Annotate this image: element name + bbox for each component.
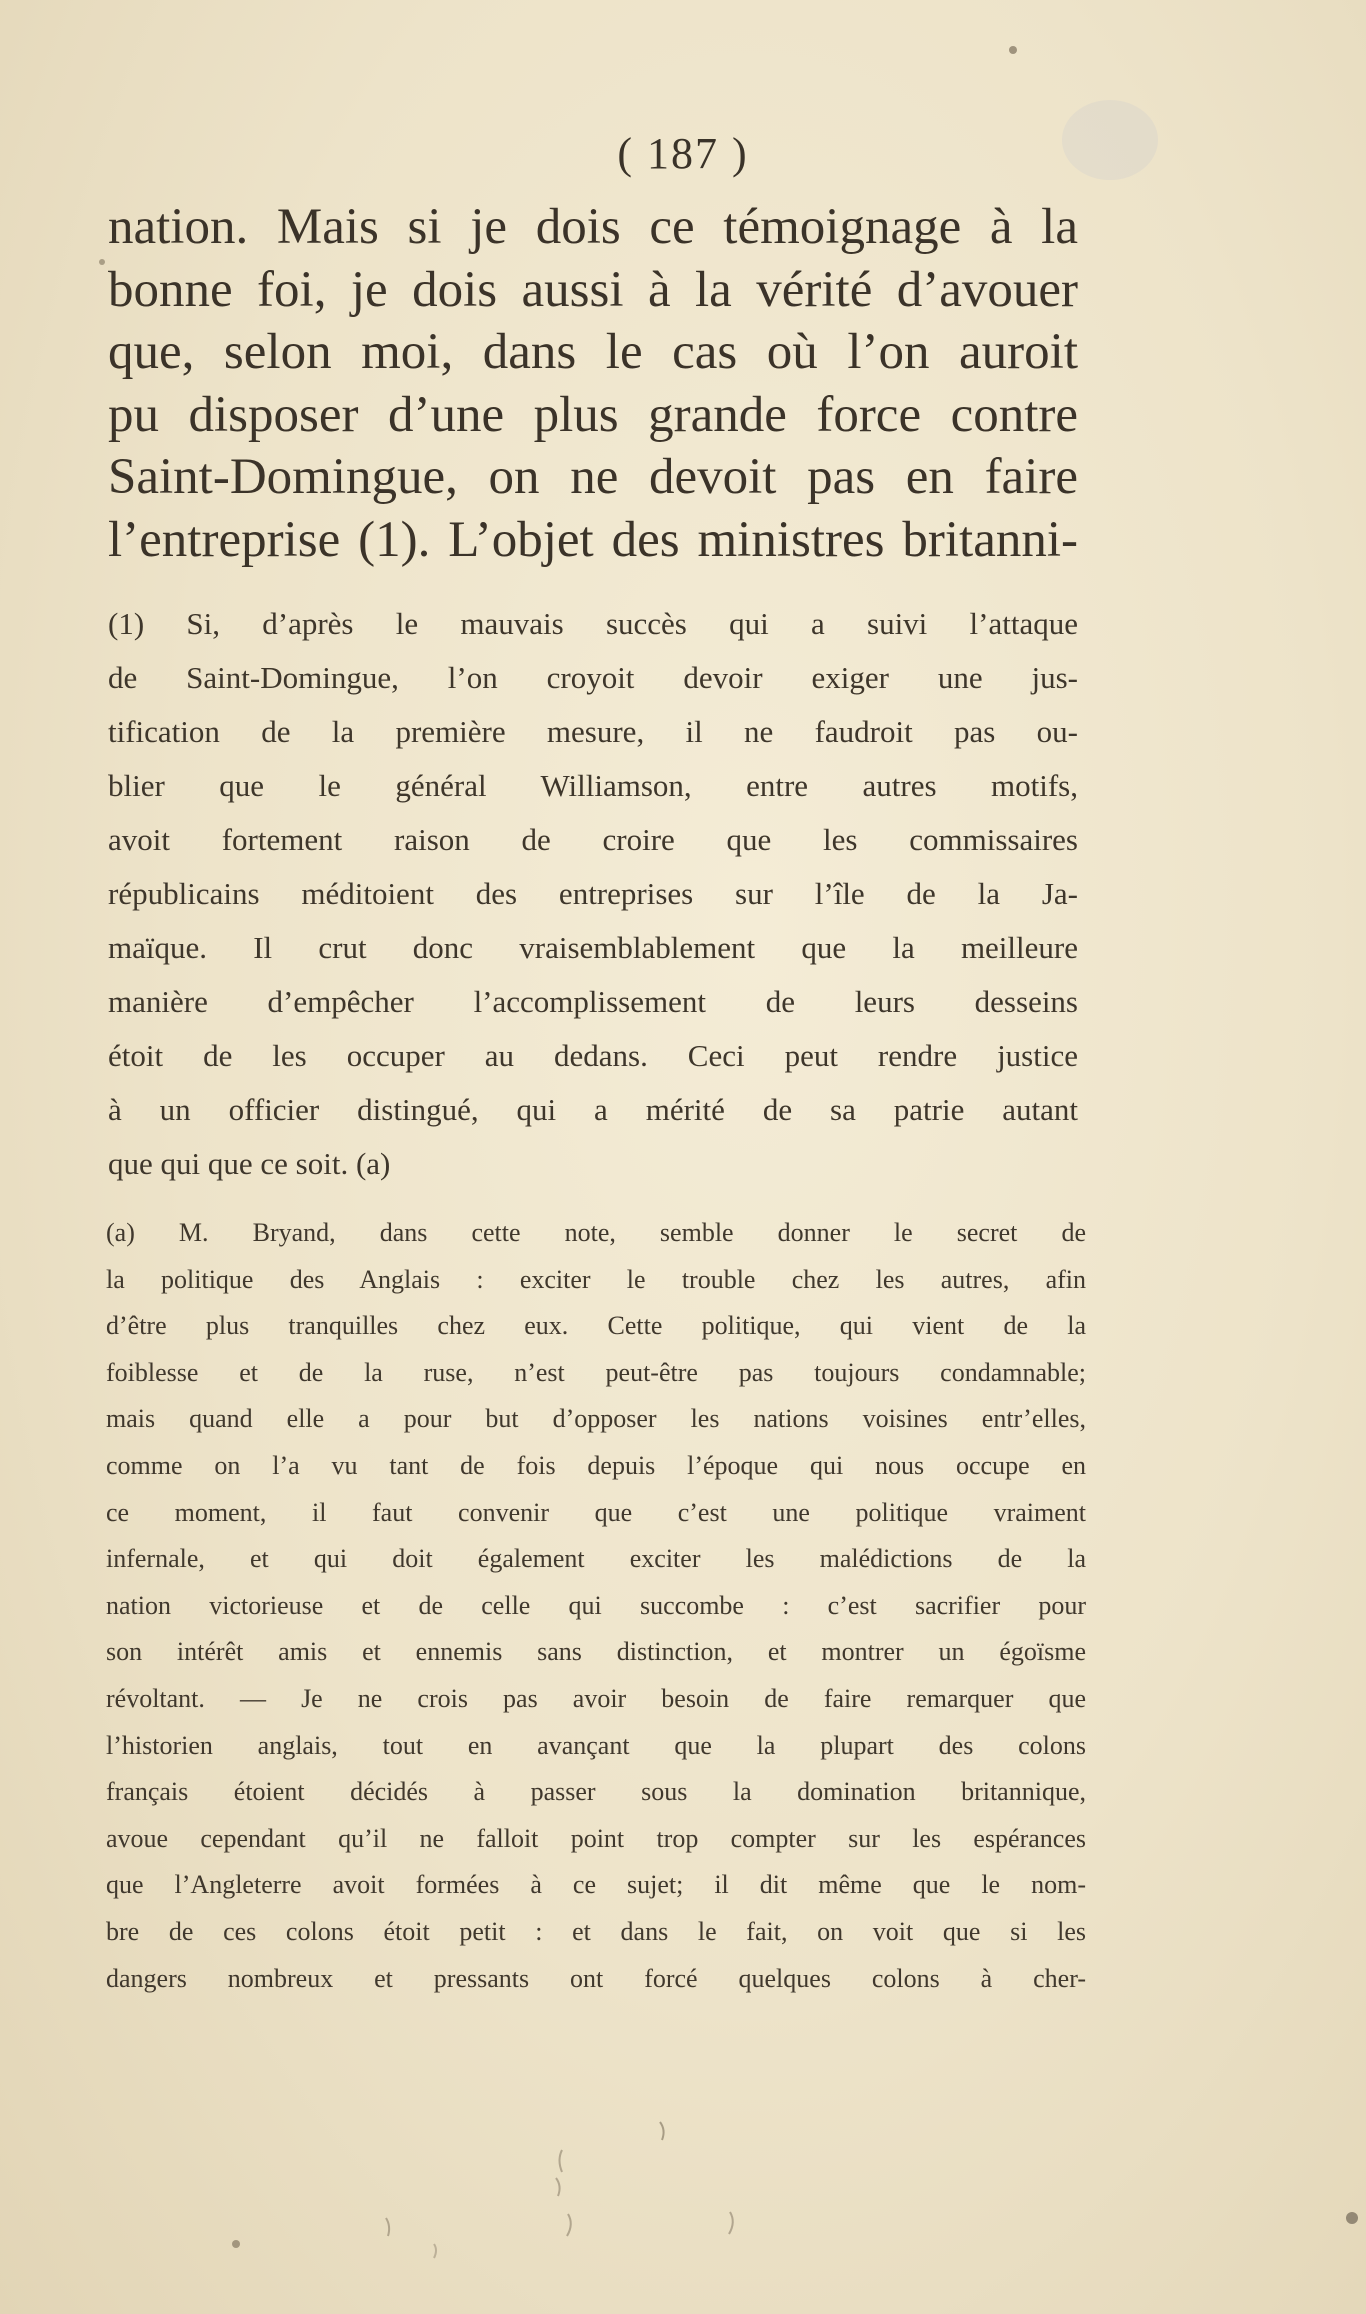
main-text-line: l’entreprise (1). L’objet des ministres britanni- [108,511,1078,568]
footnote-a-line: son intérêt amis et ennemis sans distinction, et montrer un égoïsme [106,1637,1086,1667]
footnote-1-line: (1) Si, d’après le mauvais succès qui a suivi l’attaque [108,606,1078,641]
footnote-a-line: nation victorieuse et de celle qui succombe : c’est sacrifier pour [106,1590,1086,1620]
footnote-1-line: maïque. Il crut donc vraisemblablement que la meilleure [108,930,1078,965]
paper-speck [232,2240,240,2248]
footnote-a [106,1210,1086,2002]
footnote-1-line: à un officier distingué, qui a mérité de sa patrie autant [108,1092,1078,1127]
footnote-a-line: bre de ces colons étoit petit : et dans le fait, on voit que si les [106,1916,1086,1946]
footnote-1-line: avoit fortement raison de croire que les commissaires [108,822,1078,857]
footnote-1-line: de Saint-Domingue, l’on croyoit devoir exiger une jus- [108,660,1078,695]
main-text-line: Saint-Domingue, on ne devoit pas en faire [108,449,1078,505]
main-text-line: bonne foi, je dois aussi à la vérité d’avouer [108,261,1078,318]
footnote-a-line: d’être plus tranquilles chez eux. Cette politique, qui vient de la [106,1311,1086,1341]
main-text-line: pu disposer d’une plus grande force contre [108,386,1078,443]
paper-speck [434,2244,436,2258]
footnote-a-line: révoltant. — Je ne crois pas avoir besoin de faire remarquer que [106,1683,1086,1713]
footnote-a-line: comme on l’a vu tant de fois depuis l’époque qui nous occupe en [106,1450,1086,1480]
footnote-a-line: l’historien anglais, tout en avançant que la plupart des colons [106,1730,1086,1760]
footnote-a-line: (a) M. Bryand, dans cette note, semble donner le secret de [106,1218,1086,1247]
paper-speck [660,2122,664,2140]
footnote-a-line: mais quand elle a pour but d’opposer les nations voisines entr’elles, [106,1404,1086,1434]
main-text-line: que, selon moi, dans le cas où l’on auroit [108,324,1078,380]
footnote-1-line: manière d’empêcher l’accomplissement de leurs desseins [108,984,1078,1019]
main-text-line: nation. Mais si je dois ce témoignage à la [108,199,1078,255]
footnote-1 [108,597,1078,1191]
paper-speck [729,2212,733,2234]
paper-speck [560,2150,563,2172]
footnote-a-line: la politique des Anglais : exciter le trouble chez les autres, afin [106,1264,1086,1294]
footnote-1-line: tification de la première mesure, il ne faudroit pas ou- [108,714,1078,749]
footnote-a-line: foiblesse et de la ruse, n’est peut-être pas toujours condamnable; [106,1357,1086,1387]
footnote-a-line: avoue cependant qu’il ne falloit point trop compter sur les espérances [106,1823,1086,1853]
footnote-a-line: français étoient décidés à passer sous la domination britannique, [106,1777,1086,1807]
paper-speck [1346,2212,1358,2224]
paper-speck [99,259,105,265]
footnote-1-line: blier que le général Williamson, entre autres motifs, [108,768,1078,803]
footnote-1-line: que qui que ce soit. (a) [108,1146,391,1181]
footnote-a-line: que l’Angleterre avoit formées à ce sujet; il dit même que le nom- [106,1870,1086,1900]
footnote-a-line: infernale, et qui doit également exciter les malédictions de la [106,1544,1086,1574]
paper-speck [1009,46,1017,54]
footnote-1-line: républicains méditoient des entreprises sur l’île de la Ja- [108,876,1078,911]
paper-speck [567,2214,571,2236]
footnote-1-line: étoit de les occuper au dedans. Ceci peut rendre justice [108,1038,1078,1073]
footnote-a-line: dangers nombreux et pressants ont forcé quelques colons à cher- [106,1963,1086,1993]
main-text-block [108,196,1078,571]
page-number: ( 187 ) [617,129,749,178]
footnote-a-line: ce moment, il faut convenir que c’est une politique vraiment [106,1497,1086,1527]
paper-speck [556,2178,560,2196]
paper-speck [386,2218,389,2236]
